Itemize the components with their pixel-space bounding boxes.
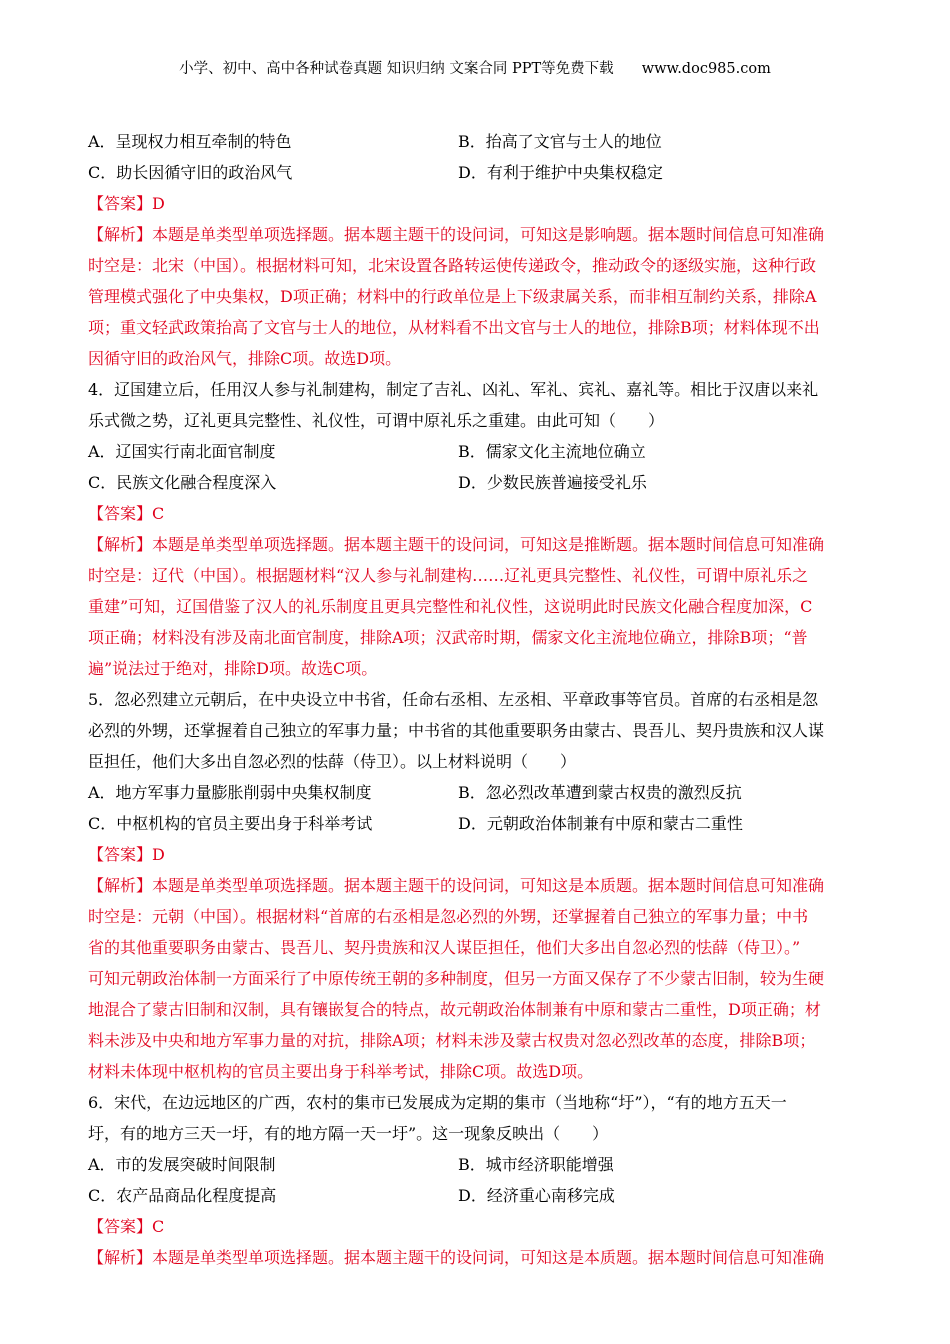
q3-option-b: B．抬高了文官与士人的地位: [458, 132, 662, 151]
q3-explanation: [88, 219, 858, 374]
q4-explanation-line: 遍”说法过于绝对，排除D项。故选C项。: [88, 659, 378, 678]
q3-answer: 【答案】D: [88, 194, 165, 213]
q3-option-a: A．呈现权力相互牵制的特色: [88, 132, 292, 151]
q5-stem-line: 5．忽必烈建立元朝后，在中央设立中书省，任命右丞相、左丞相、平章政事等官员。首席的右丞相是忽: [88, 690, 819, 709]
q4-explanation: [88, 529, 858, 684]
q3-explanation-line: 管理模式强化了中央集权，D项正确；材料中的行政单位是上下级隶属关系，而非相互制约关系，排除A: [88, 287, 817, 306]
q4-options-row-2: [88, 467, 858, 498]
q5-options-row-2: [88, 808, 858, 839]
exam-content: [88, 126, 858, 1273]
q6-stem-line: 6．宋代，在边远地区的广西，农村的集市已发展成为定期的集市（当地称“圩”），“有的地方五天一: [88, 1093, 787, 1112]
q4-answer: 【答案】C: [88, 504, 165, 523]
q5-explanation-line: 【解析】本题是单类型单项选择题。据本题主题干的设问词，可知这是本质题。据本题时间信息可知准确: [88, 876, 825, 895]
q5-explanation-line: 省的其他重要职务由蒙古、畏吾儿、契丹贵族和汉人谋臣担任，他们大多出自忽必烈的怯薛（侍卫）。”: [88, 938, 801, 957]
q3-options-row-1: [88, 126, 858, 157]
q3-option-d: D．有利于维护中央集权稳定: [458, 163, 663, 182]
q4-options-row-1: [88, 436, 858, 467]
q4-option-d: D．少数民族普遍接受礼乐: [458, 473, 647, 492]
q3-explanation-line: 【解析】本题是单类型单项选择题。据本题主题干的设问词，可知这是影响题。据本题时间信息可知准确: [88, 225, 825, 244]
q4-option-a: A．辽国实行南北面官制度: [88, 442, 276, 461]
q5-options-row-1: [88, 777, 858, 808]
q3-options-row-2: [88, 157, 858, 188]
q4-stem-line: 4．辽国建立后，任用汉人参与礼制建构，制定了吉礼、凶礼、军礼、宾礼、嘉礼等。相比于汉唐以来礼: [88, 380, 819, 399]
q5-explanation-line: 材料未体现中枢机构的官员主要出身于科举考试，排除C项。故选D项。: [88, 1062, 594, 1081]
q3-explanation-line: 项；重文轻武政策抬高了文官与士人的地位，从材料看不出文官与士人的地位，排除B项；材料体现不出: [88, 318, 820, 337]
q5-explanation-line: 地混合了蒙古旧制和汉制，具有镶嵌复合的特点，故元朝政治体制兼有中原和蒙古二重性，D项正确；材: [88, 1000, 821, 1019]
q6-stem: [88, 1087, 858, 1149]
q6-options-row-1: [88, 1149, 858, 1180]
q6-options-row-2: [88, 1180, 858, 1211]
q6-explanation-line: 【解析】本题是单类型单项选择题。据本题主题干的设问词，可知这是本质题。据本题时间信息可知准确: [88, 1248, 825, 1267]
q5-option-b: B．忽必烈改革遭到蒙古权贵的激烈反抗: [458, 783, 742, 802]
q5-explanation-line: 料未涉及中央和地方军事力量的对抗，排除A项；材料未涉及蒙古权贵对忽必烈改革的态度，排除B项；: [88, 1031, 816, 1050]
q4-stem-line: 乐式微之势，辽礼更具完整性、礼仪性，可谓中原礼乐之重建。由此可知（ ）: [88, 411, 665, 430]
q5-explanation: [88, 870, 858, 1087]
q5-option-d: D．元朝政治体制兼有中原和蒙古二重性: [458, 814, 743, 833]
header-site[interactable]: www.doc985.com: [641, 61, 771, 77]
q5-option-a: A．地方军事力量膨胀削弱中央集权制度: [88, 783, 372, 802]
q5-answer: 【答案】D: [88, 845, 165, 864]
q6-answer: 【答案】C: [88, 1217, 165, 1236]
q6-option-d: D．经济重心南移完成: [458, 1186, 615, 1205]
q3-option-c: C．助长因循守旧的政治风气: [88, 163, 293, 182]
q3-explanation-line: 时空是：北宋（中国）。根据材料可知，北宋设置各路转运使传递政令，推动政令的逐级实施，这种行政: [88, 256, 817, 275]
q3-explanation-line: 因循守旧的政治风气，排除C项。故选D项。: [88, 349, 402, 368]
q6-option-c: C．农产品商品化程度提高: [88, 1186, 277, 1205]
q5-explanation-line: 可知元朝政治体制一方面采行了中原传统王朝的多种制度，但另一方面又保存了不少蒙古旧制，较为生硬: [88, 969, 825, 988]
q4-option-c: C．民族文化融合程度深入: [88, 473, 277, 492]
q5-explanation-line: 时空是：元朝（中国）。根据材料“首席的右丞相是忽必烈的外甥，还掌握着自己独立的军事力量；中书: [88, 907, 809, 926]
q4-explanation-line: 时空是：辽代（中国）。根据题材料“汉人参与礼制建构……辽礼更具完整性、礼仪性，可谓中原礼乐之: [88, 566, 809, 585]
q6-option-b: B．城市经济职能增强: [458, 1155, 614, 1174]
q5-option-c: C．中枢机构的官员主要出身于科举考试: [88, 814, 373, 833]
q6-option-a: A．市的发展突破时间限制: [88, 1155, 276, 1174]
page-header: [0, 57, 950, 78]
q5-stem: [88, 684, 858, 777]
q5-stem-line: 必烈的外甥，还掌握着自己独立的军事力量；中书省的其他重要职务由蒙古、畏吾儿、契丹贵族和汉人谋: [88, 721, 825, 740]
header-text: 小学、初中、高中各种试卷真题 知识归纳 文案合同 PPT等免费下载: [179, 61, 614, 77]
q4-option-b: B．儒家文化主流地位确立: [458, 442, 646, 461]
q4-explanation-line: 重建”可知，辽国借鉴了汉人的礼乐制度且更具完整性和礼仪性，这说明此时民族文化融合程度加深，C: [88, 597, 813, 616]
q5-stem-line: 臣担任，他们大多出自忽必烈的怯薛（侍卫）。以上材料说明（ ）: [88, 752, 577, 771]
q6-explanation: [88, 1242, 858, 1273]
q6-stem-line: 圩，有的地方三天一圩，有的地方隔一天一圩”。这一现象反映出（ ）: [88, 1124, 609, 1143]
q4-explanation-line: 项正确；材料没有涉及南北面官制度，排除A项；汉武帝时期，儒家文化主流地位确立，排除B项；“普: [88, 628, 808, 647]
q4-explanation-line: 【解析】本题是单类型单项选择题。据本题主题干的设问词，可知这是推断题。据本题时间信息可知准确: [88, 535, 825, 554]
q4-stem: [88, 374, 858, 436]
